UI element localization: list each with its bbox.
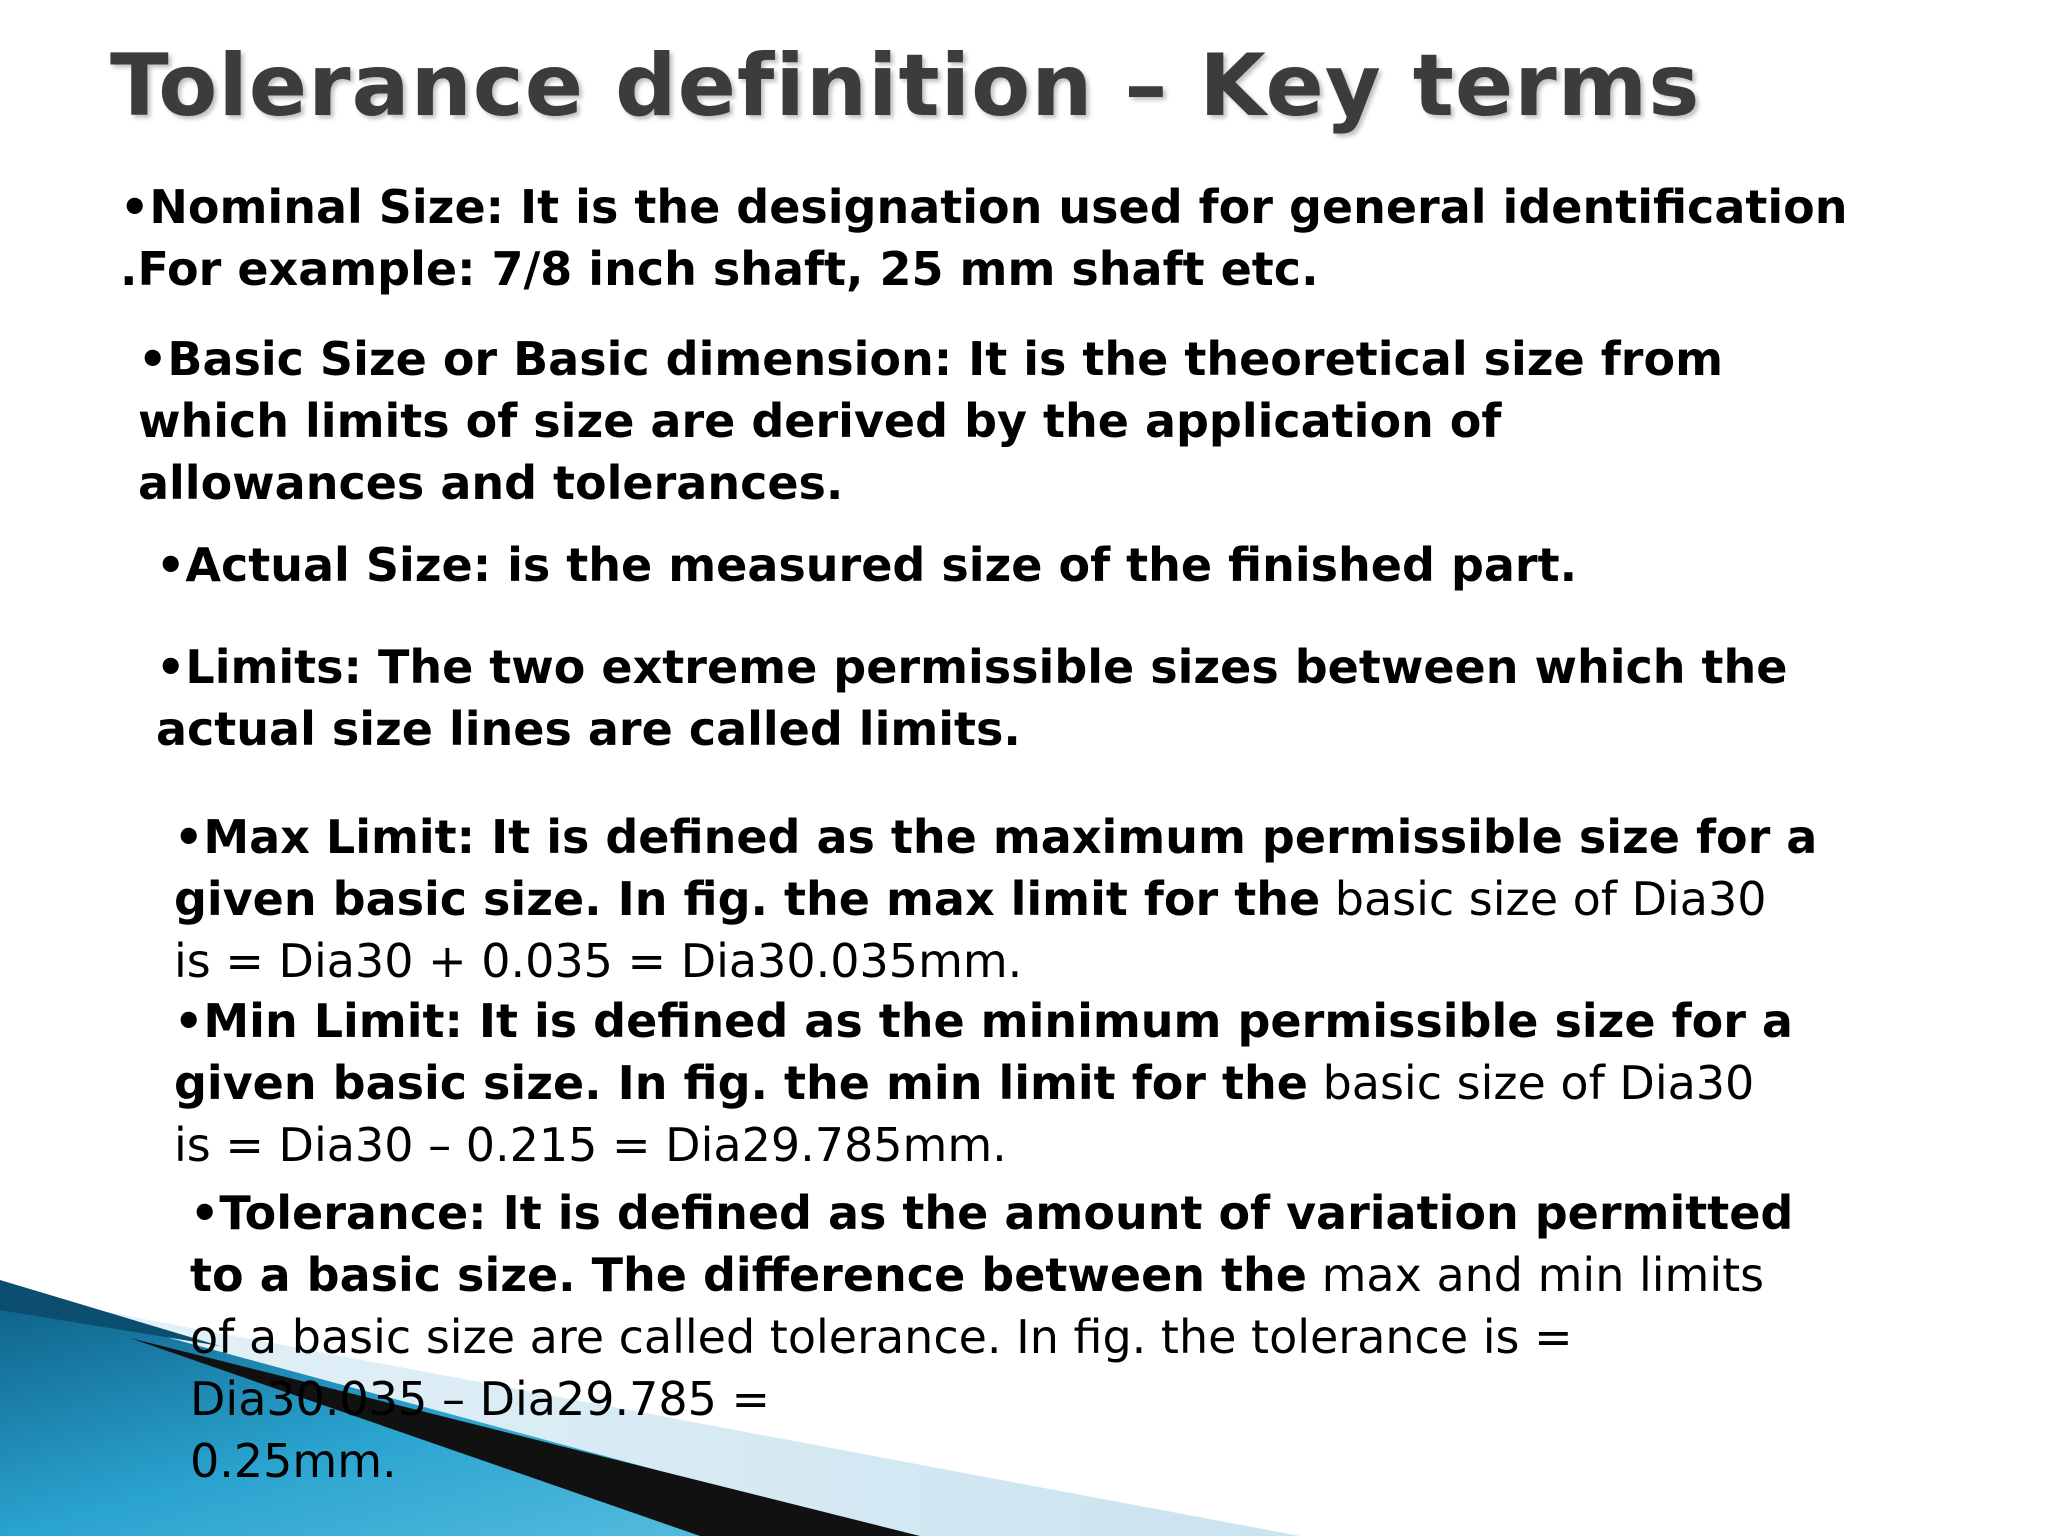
tolerance-line-2-bold: to a basic size. The difference between the [190,1248,1307,1302]
min-limit-line-2-bold: given basic size. In fig. the min limit for the [174,1056,1308,1110]
nominal-size-paragraph [120,176,1847,300]
max-limit-line-1: •Max Limit: It is defined as the maximum permissible size for a [174,810,1818,864]
min-limit-line-3: is = Dia30 – 0.215 = Dia29.785mm. [174,1118,1007,1172]
basic-size-paragraph [138,328,1723,514]
min-limit-paragraph [174,990,1793,1176]
nominal-line-2: .For example: 7/8 inch shaft, 25 mm shaft etc. [120,242,1319,296]
tolerance-line-4: Dia30.035 – Dia29.785 = [190,1372,771,1426]
min-limit-line-2-normal: basic size of Dia30 [1307,1056,1755,1110]
max-limit-line-2-normal: basic size of Dia30 [1320,872,1767,926]
tolerance-line-3: of a basic size are called tolerance. In fig. the tolerance is = [190,1310,1573,1364]
limits-line-2: actual size lines are called limits. [156,702,1021,756]
min-limit-line-1: •Min Limit: It is defined as the minimum permissible size for a [174,994,1793,1048]
nominal-line-1: •Nominal Size: It is the designation used for general identification [120,180,1848,234]
limits-line-1: •Limits: The two extreme permissible sizes between which the [156,640,1788,694]
tolerance-line-2-normal: max and min limits [1306,1248,1765,1302]
actual-line-1: •Actual Size: is the measured size of the finished part. [156,538,1578,592]
max-limit-line-2-bold: given basic size. In fig. the max limit for the [174,872,1321,926]
tolerance-paragraph [190,1182,1793,1492]
basic-line-3: allowances and tolerances. [138,456,844,510]
tolerance-line-5: 0.25mm. [190,1434,397,1488]
actual-size-paragraph [156,534,1577,596]
tolerance-line-1: •Tolerance: It is defined as the amount of variation permitted [190,1186,1794,1240]
max-limit-paragraph [174,806,1817,992]
max-limit-line-3: is = Dia30 + 0.035 = Dia30.035mm. [174,934,1023,988]
slide-title: Tolerance definition – Key terms [110,36,1701,136]
basic-line-2: which limits of size are derived by the application of [138,394,1502,448]
basic-line-1: •Basic Size or Basic dimension: It is the theoretical size from [138,332,1724,386]
limits-paragraph [156,636,1788,760]
